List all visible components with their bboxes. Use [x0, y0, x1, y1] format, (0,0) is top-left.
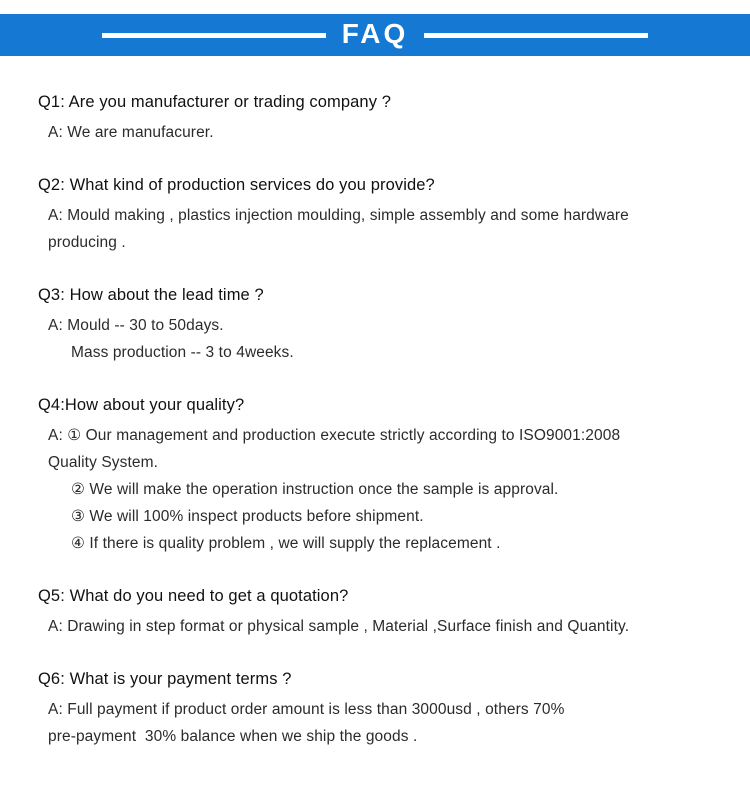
- faq-item: [38, 281, 710, 366]
- faq-answer-line: ② We will make the operation instruction once the sample is approval.: [71, 481, 559, 498]
- faq-answer: [38, 422, 710, 557]
- faq-answer: [38, 696, 710, 750]
- faq-item: [38, 582, 710, 640]
- faq-item: [38, 171, 710, 256]
- page-title: FAQ: [341, 18, 409, 49]
- faq-page: [0, 14, 750, 796]
- faq-answer: [38, 613, 710, 640]
- faq-item: [38, 391, 710, 557]
- faq-answer-line: A: Full payment if product order amount is less than 3000usd , others 70%: [48, 701, 565, 718]
- faq-answer-line: A: We are manufacurer.: [48, 124, 214, 141]
- faq-answer-line: A: Mould making , plastics injection moulding, simple assembly and some hardware: [48, 207, 629, 224]
- faq-answer-line: A: Drawing in step format or physical sample , Material ,Surface finish and Quantity.: [48, 618, 630, 635]
- faq-list: [0, 56, 750, 750]
- faq-question: Q5: What do you need to get a quotation?: [38, 587, 349, 605]
- faq-item: [38, 665, 710, 750]
- faq-answer: [38, 312, 710, 366]
- faq-answer: [38, 119, 710, 146]
- faq-answer-line: ③ We will 100% inspect products before shipment.: [71, 508, 424, 525]
- faq-answer-line: Quality System.: [48, 454, 159, 471]
- faq-answer-line: ④ If there is quality problem , we will supply the replacement .: [71, 535, 501, 552]
- faq-answer-line: A: Mould -- 30 to 50days.: [48, 317, 224, 334]
- header-rule-right: [424, 33, 648, 38]
- faq-answer-line: Mass production -- 3 to 4weeks.: [71, 344, 294, 361]
- faq-question: Q2: What kind of production services do you provide?: [38, 176, 435, 194]
- header-rule-left: [102, 33, 326, 38]
- faq-item: [38, 88, 710, 146]
- faq-answer-line: A: ① Our management and production execute strictly according to ISO9001:2008: [48, 427, 621, 444]
- faq-header-bar: [0, 14, 750, 56]
- faq-question: Q4:How about your quality?: [38, 396, 245, 414]
- faq-question: Q1: Are you manufacturer or trading company ?: [38, 93, 392, 111]
- faq-answer-line: pre-payment 30% balance when we ship the goods .: [48, 728, 418, 745]
- faq-answer-line: producing .: [48, 234, 126, 251]
- faq-answer: [38, 202, 710, 256]
- faq-question: Q3: How about the lead time ?: [38, 286, 264, 304]
- faq-question: Q6: What is your payment terms ?: [38, 670, 292, 688]
